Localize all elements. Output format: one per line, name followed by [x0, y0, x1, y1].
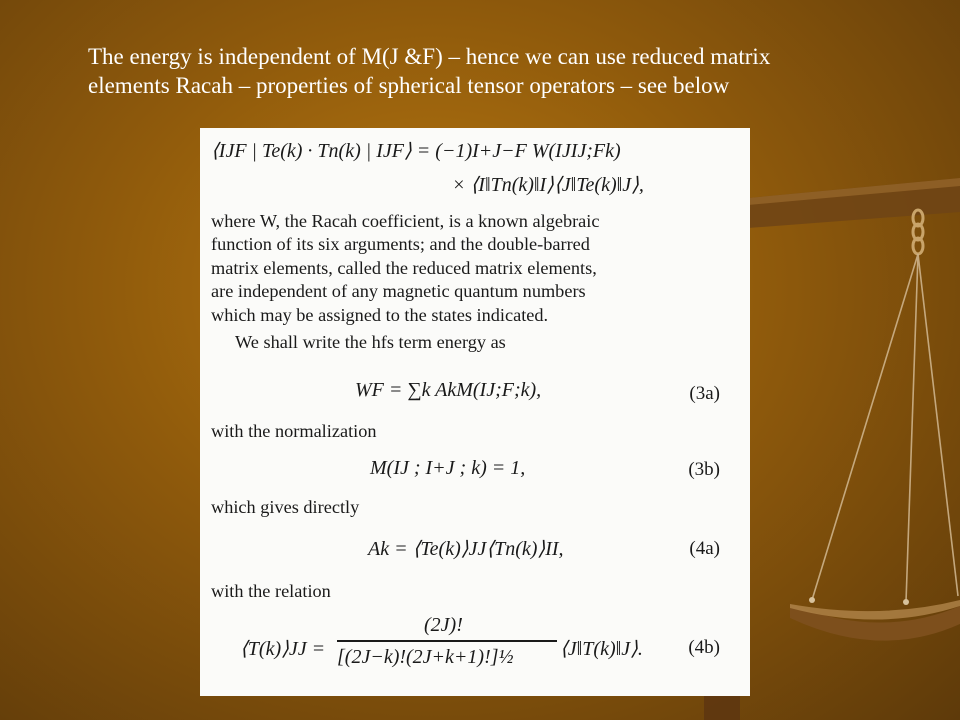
equation-4b-lhs: ⟨T(k)⟩JJ =	[240, 638, 326, 660]
scale-beam	[748, 178, 960, 228]
text-with-relation: with the relation	[211, 581, 331, 601]
fraction-bar	[337, 640, 557, 642]
text-normalization: with the normalization	[211, 421, 377, 441]
scale-chain-links	[809, 597, 909, 605]
paragraph-term-energy: We shall write the hfs term energy as	[235, 332, 506, 352]
text-gives-directly: which gives directly	[211, 497, 360, 517]
equation-4b-rhs: ⟨J‖T(k)‖J⟩.	[560, 638, 643, 660]
paragraph-line: which may be assigned to the states indicated.	[211, 304, 549, 325]
paragraph-line: are independent of any magnetic quantum numbers	[211, 281, 586, 302]
equation-4b-numerator: (2J)!	[424, 614, 463, 636]
paragraph-line: where W, the Racah coefficient, is a known algebraic	[211, 211, 600, 231]
heading-line-1: The energy is independent of M(J &F) – hence we can use reduced matrix	[88, 44, 771, 69]
paragraph-racah	[211, 210, 600, 327]
equation-4a: Ak = ⟨Te(k)⟩JJ⟨Tn(k)⟩II,	[368, 538, 564, 560]
equation-label-4a: (4a)	[689, 538, 720, 559]
paragraph-line: function of its six arguments; and the double-barred	[211, 234, 590, 255]
heading-line-2: elements Racah – properties of spherical tensor operators – see below	[88, 73, 730, 98]
paragraph-line: matrix elements, called the reduced matrix elements,	[211, 257, 597, 278]
equation-label-3a: (3a)	[689, 383, 720, 404]
equation-label-4b: (4b)	[688, 637, 720, 658]
equation-reduced-product: × ⟨I‖Tn(k)‖I⟩⟨J‖Te(k)‖J⟩,	[452, 174, 644, 196]
equation-3b: M(IJ ; I+J ; k) = 1,	[370, 457, 526, 479]
scanned-equation-page	[200, 128, 750, 696]
equation-4b-denominator: [(2J−k)!(2J+k+1)!]½	[337, 646, 514, 668]
scale-pan	[790, 600, 960, 641]
equation-label-3b: (3b)	[688, 459, 720, 480]
equation-3a: WF = ∑k AkM(IJ;F;k),	[355, 379, 542, 401]
slide-heading	[88, 42, 908, 100]
scale-chains	[812, 254, 958, 602]
scale-hanger	[913, 210, 923, 254]
equation-matrix-element: ⟨IJF | Te(k) · Tn(k) | IJF⟩ = (−1)I+J−F W(IJIJ;Fk)	[211, 140, 621, 162]
